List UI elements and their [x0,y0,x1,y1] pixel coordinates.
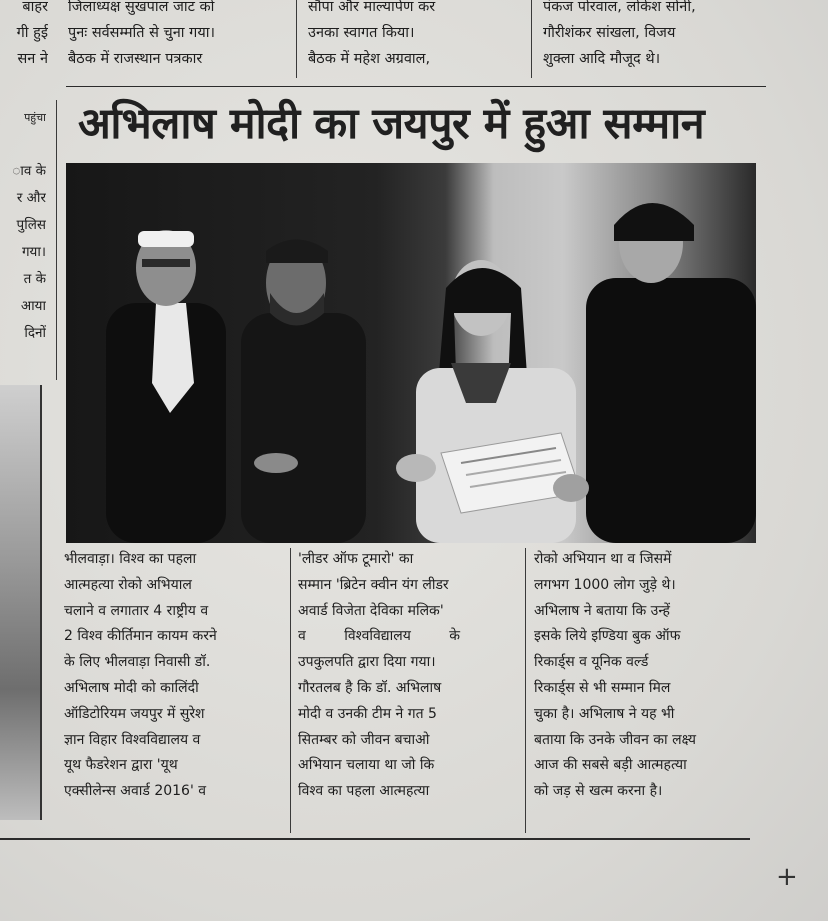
text-line: गी हुई [16,25,48,41]
text-line: पुलिस [16,217,46,233]
text-line: रोको अभियान था व जिसमें [534,551,672,567]
text-line: यूथ फैडरेशन द्वारा 'यूथ [64,757,178,774]
text-line: भीलवाड़ा। विश्व का पहला [64,551,197,567]
text-line: गौरीशंकर सांखला, विजय [543,25,676,41]
side-photo-fragment [0,385,42,820]
text-line: सन ने [17,51,48,67]
text-line: र और [16,190,46,206]
text-line: के लिए भीलवाड़ा निवासी डॉ. [64,654,211,671]
text-line: उनका स्वागत किया। [308,25,415,41]
text-line: बैठक में महेश अग्रवाल, [308,51,431,67]
text-line: दिनों [24,325,46,341]
text-line: आत्महत्या रोको अभियाल [64,576,192,593]
article-column-2 [298,547,520,805]
text-line: सम्मान 'ब्रिटेन क्वीन यंग लीडर [298,576,449,593]
column-rule [296,0,297,78]
text-line: शुक्ला आदि मौजूद थे। [543,51,661,67]
text-line [0,131,46,158]
top-middle-column [308,0,528,72]
award-ceremony-photo [66,163,756,543]
text-line: पहुंचा [24,111,46,124]
text-line: एक्सीलेन्स अवार्ड 2016' व [64,783,207,800]
text-line: बताया कि उनके जीवन का लक्ष्य [534,731,696,748]
text-line: अभियान चलाया था जो कि [298,757,435,774]
column-rule [525,548,526,833]
text-line: उपकुलपति द्वारा दिया गया। [298,654,436,671]
text-line: ाव के [12,163,46,179]
column-rule [290,548,291,833]
text-line: चलाने व लगातार 4 राष्ट्रीय व [64,602,209,619]
text-line: लगभग 1000 लोग जुड़े थे। [534,576,676,593]
text-line: 'लीडर ऑफ टूमारो' का [298,551,414,567]
article-column-3 [534,547,756,805]
text-line: 2 विश्व कीर्तिमान कायम करने [64,628,217,645]
left-margin-column [0,104,46,347]
top-right-column [543,0,763,72]
text-line: सितम्बर को जीवन बचाओ [298,731,430,748]
text-line: त के [23,271,46,287]
column-rule [56,100,57,380]
text-line: गौरतलब है कि डॉ. अभिलाष [298,679,442,696]
text-line: रिकार्ड्स व यूनिक वर्ल्ड [534,654,649,671]
text-line: जिलाध्यक्ष सुखपाल जाट को [68,0,215,15]
person-left-glasses [106,230,226,543]
photo-illustration [66,163,756,543]
text-line: मोदी व उनकी टीम ने गत 5 [298,705,437,722]
person-right-young [553,203,756,543]
text-line: बैठक में राजस्थान पत्रकार [68,51,203,67]
text-line: अभिलाष मोदी को कालिंदी [64,679,199,696]
text-line: बाहर [22,0,48,15]
headline: अभिलाष मोदी का जयपुर में हुआ सम्मान [78,99,705,149]
text-line: अवार्ड विजेता देविका मलिक' [298,602,444,619]
text-line: गया। [21,244,46,260]
plus-icon: + [776,862,798,892]
person-bearded [241,240,366,544]
top-far-left-column [0,0,48,72]
text-line: इसके लिये इण्डिया बुक ऑफ [534,628,681,645]
text-line: को जड़ से खत्म करना है। [534,783,663,800]
text-line: अभिलाष ने बताया कि उन्हें [534,602,670,619]
top-left-column [68,0,290,72]
bottom-rule [0,838,750,840]
text-line: सौंपा और माल्यार्पण कर [308,0,436,15]
text-line: विश्व का पहला आत्महत्या [298,783,430,800]
section-rule [66,86,766,87]
text-line: आज की सबसे बड़ी आत्महत्या [534,757,687,774]
text-line: ऑडिटोरियम जयपुर में सुरेश [64,705,205,722]
text-line: रिकार्ड्स से भी सम्मान मिल [534,679,671,696]
column-rule [531,0,532,78]
text-line: आया [20,298,46,314]
text-line: पुनः सर्वसम्मति से चुना गया। [68,25,215,41]
text-line: पंकज पोरवाल, लोकेश सोनी, [543,0,696,15]
text-line: व विश्वविद्यालय के [298,628,461,645]
text-line: चुका है। अभिलाष ने यह भी [534,705,675,722]
article-column-1 [64,547,286,805]
text-line: ज्ञान विहार विश्वविद्यालय व [64,731,201,748]
